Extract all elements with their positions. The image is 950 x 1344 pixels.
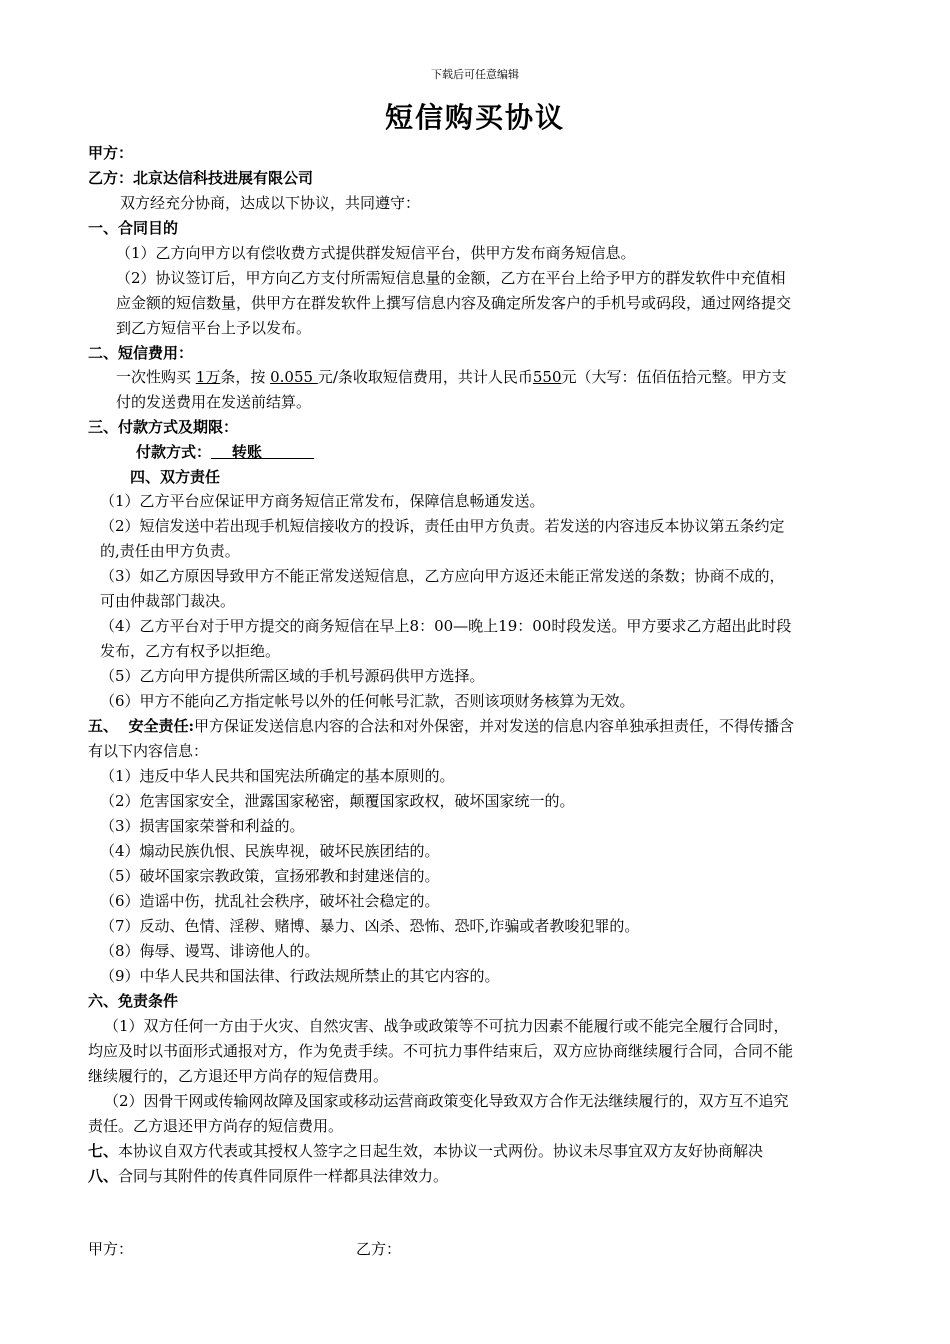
section-4-item-2-line-1: （2）短信发送中若出现手机短信接收方的投诉，责任由甲方负责。若发送的内容违反本协议第五条约定 bbox=[100, 517, 785, 535]
section-4-item-6: （6）甲方不能向乙方指定帐号以外的任何帐号汇款，否则该项财务核算为无效。 bbox=[100, 692, 635, 710]
section-4-item-1: （1）乙方平台应保证甲方商务短信正常发布，保障信息畅通发送。 bbox=[100, 492, 545, 510]
section-5-item: （9）中华人民共和国法律、行政法规所禁止的其它内容的。 bbox=[100, 967, 500, 985]
fee-total: 550 bbox=[532, 368, 562, 386]
section-4-item-5: （5）乙方向甲方提供所需区域的手机号源码供甲方选择。 bbox=[100, 667, 485, 685]
intro-text: 双方经充分协商，达成以下协议，共同遵守： bbox=[120, 194, 421, 212]
section-5-item: （6）造谣中伤，扰乱社会秩序，破坏社会稳定的。 bbox=[100, 892, 440, 910]
section-5-line-2: 有以下内容信息： bbox=[88, 742, 209, 760]
section-5-item: （2）危害国家安全，泄露国家秘密，颠覆国家政权，破坏国家统一的。 bbox=[100, 792, 575, 810]
section-1-para-2-line-1: （2）协议签订后，甲方向乙方支付所需短信息量的金额，乙方在平台上给予甲方的群发软件中充值相 bbox=[116, 269, 786, 287]
section-1-para-2-line-3: 到乙方短信平台上予以发布。 bbox=[116, 319, 312, 337]
payment-method-line bbox=[136, 442, 314, 462]
section-8-text: 合同与其附件的传真件同原件一样都具法律效力。 bbox=[118, 1167, 449, 1185]
section-4-item-2-line-2: 的,责任由甲方负责。 bbox=[100, 542, 240, 560]
section-5-heading: 五、 安全责任: bbox=[88, 717, 194, 735]
section-7 bbox=[88, 1141, 763, 1161]
section-5-item: （5）破坏国家宗教政策，宣扬邪教和封建迷信的。 bbox=[100, 867, 440, 885]
header-note: 下载后可任意编辑 bbox=[431, 68, 519, 81]
fee-text-1: 一次性购买 bbox=[116, 368, 196, 386]
section-4-heading: 四、双方责任 bbox=[130, 468, 221, 486]
section-6-para-2-line-1: （2）因骨干网或传输网故障及国家或移动运营商政策变化导致双方合作无法继续履行的，双方互不追究 bbox=[104, 1092, 789, 1110]
payment-method-label: 付款方式： bbox=[136, 443, 212, 461]
section-8 bbox=[88, 1166, 448, 1186]
section-6-para-1-line-1: （1）双方任何一方由于火灾、自然灾害、战争或政策等不可抗力因素不能履行或不能完全履行合同时， bbox=[104, 1017, 789, 1035]
section-6-heading: 六、免责条件 bbox=[88, 992, 179, 1010]
section-7-heading: 七、 bbox=[88, 1142, 119, 1160]
section-2-line-2: 付的发送费用在发送前结算。 bbox=[116, 393, 312, 411]
section-4-item-4-line-2: 发布，乙方有权予以拒绝。 bbox=[100, 642, 281, 660]
section-8-heading: 八、 bbox=[88, 1167, 119, 1185]
section-5-item: （3）损害国家荣誉和利益的。 bbox=[100, 817, 305, 835]
section-1-heading: 一、合同目的 bbox=[88, 219, 179, 237]
section-1-para-1: （1）乙方向甲方以有偿收费方式提供群发短信平台，供甲方发布商务短信息。 bbox=[116, 244, 636, 262]
section-4-item-4-line-1: （4）乙方平台对于甲方提交的商务短信在早上8：00—晚上19：00时段发送。甲方要求乙方超出此时段 bbox=[100, 617, 792, 635]
page-title: 短信购买协议 bbox=[384, 101, 565, 134]
signature-party-b: 乙方： bbox=[356, 1240, 402, 1258]
fee-unit-price: 0.055 bbox=[270, 368, 318, 386]
section-5-item: （7）反动、色情、淫秽、赌博、暴力、凶杀、恐怖、恐吓,诈骗或者教唆犯罪的。 bbox=[100, 917, 640, 935]
section-4-item-3-line-1: （3）如乙方原因导致甲方不能正常发送短信息，乙方应向甲方返还未能正常发送的条数；协商不成的， bbox=[100, 567, 785, 585]
section-5-line-1 bbox=[88, 716, 794, 736]
section-1-para-2-line-2: 应金额的短信数量，供甲方在群发软件上撰写信息内容及确定所发客户的手机号或码段，通过网络提交 bbox=[116, 294, 792, 312]
fee-text-4: 元（大写：伍佰伍拾元整。甲方支 bbox=[561, 368, 787, 386]
section-5-text: 甲方保证发送信息内容的合法和对外保密，并对发送的信息内容单独承担责任，不得传播含 bbox=[193, 717, 794, 735]
payment-method-value: 转账 bbox=[211, 443, 315, 461]
party-a-label: 甲方： bbox=[88, 144, 134, 162]
fee-text-3: 元/条收取短信费用，共计人民币 bbox=[317, 368, 533, 386]
section-4-item-3-line-2: 可由仲裁部门裁决。 bbox=[100, 592, 236, 610]
section-5-item: （4）煽动民族仇恨、民族卑视，破坏民族团结的。 bbox=[100, 842, 440, 860]
section-6-para-2-line-2: 责任。乙方退还甲方尚存的短信费用。 bbox=[88, 1117, 344, 1135]
party-b-label: 乙方：北京达信科技进展有限公司 bbox=[88, 169, 314, 187]
signature-party-a: 甲方： bbox=[88, 1240, 134, 1258]
section-7-text: 本协议自双方代表或其授权人签字之日起生效，本协议一式两份。协议未尽事宜双方友好协商解决 bbox=[118, 1142, 764, 1160]
section-6-para-1-line-3: 继续履行的，乙方退还甲方尚存的短信费用。 bbox=[88, 1067, 389, 1085]
section-2-heading: 二、短信费用： bbox=[88, 344, 194, 362]
fee-text-2: 条，按 bbox=[220, 368, 271, 386]
section-2-line-1 bbox=[116, 367, 787, 387]
fee-quantity: 1万 bbox=[195, 368, 221, 386]
section-3-heading: 三、付款方式及期限： bbox=[88, 418, 239, 436]
section-6-para-1-line-2: 均应及时以书面形式通报对方，作为免责手续。不可抗力事件结束后，双方应协商继续履行合同，合同不能 bbox=[88, 1042, 794, 1060]
section-5-item: （1）违反中华人民共和国宪法所确定的基本原则的。 bbox=[100, 767, 455, 785]
section-5-item: （8）侮辱、谩骂、诽谤他人的。 bbox=[100, 942, 320, 960]
